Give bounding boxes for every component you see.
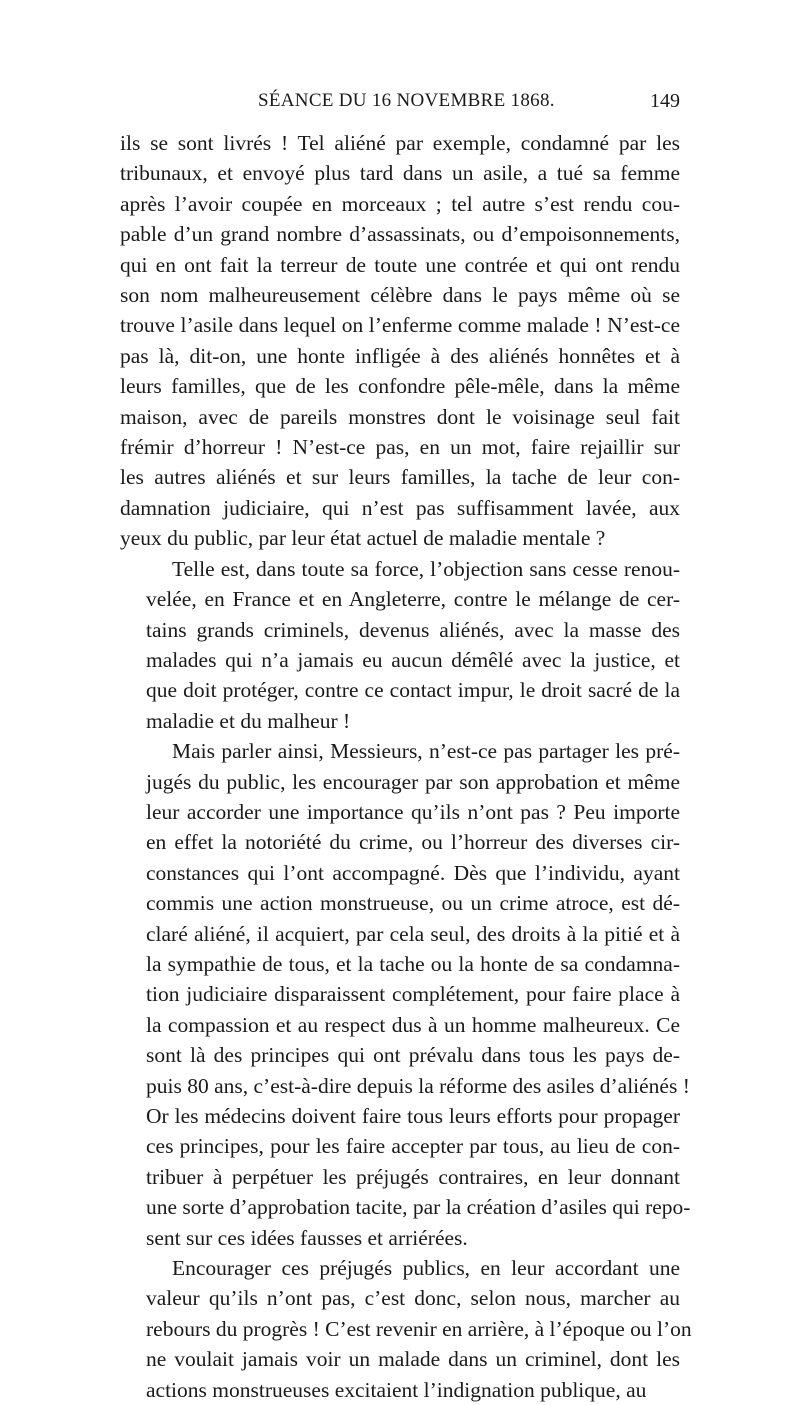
running-head-title: SÉANCE DU 16 NOVEMBRE 1868. [258, 90, 555, 111]
text-line: frémir d’horreur ! N’est-ce pas, en un mot, faire rejaillir sur [120, 435, 680, 460]
text-line: damnation judiciaire, qui n’est pas suffisamment lavée, aux [120, 495, 680, 520]
text-line: Telle est, dans toute sa force, l’objection sans cesse renou- [172, 556, 680, 581]
text-line: ils se sont livrés ! Tel aliéné par exemple, condamné par les [120, 131, 680, 155]
text-line: sont là des principes qui ont prévalu dans tous les pays de- [146, 1043, 680, 1068]
text-line: constances qui l’ont accompagné. Dès que l’individu, ayant [146, 860, 680, 885]
text-line: commis une action monstrueuse, ou un crime atroce, est dé- [146, 891, 680, 916]
text-line: pable d’un grand nombre d’assassinats, ou d’empoisonnements, [120, 222, 680, 247]
text-line: puis 80 ans, c’est-à-dire depuis la réforme des asiles d’aliénés ! [146, 1073, 690, 1098]
text-line: tains grands criminels, devenus aliénés, avec la masse des [146, 617, 680, 642]
text-line: velée, en France et en Angleterre, contre le mélange de cer- [146, 587, 680, 612]
paragraph [120, 1253, 692, 1405]
paragraph [120, 128, 680, 554]
text-line: les autres aliénés et sur leurs familles, la tache de leur con- [120, 465, 680, 490]
text-line: maladie et du malheur ! [146, 708, 351, 733]
text-line: tribunaux, et envoyé plus tard dans un asile, a tué sa femme [120, 161, 680, 186]
text-line: tion judiciaire disparaissent complétement, pour faire place à [146, 982, 680, 1007]
text-line: yeux du public, par leur état actuel de maladie mentale ? [120, 526, 606, 551]
text-line: ces principes, pour les faire accepter par tous, au lieu de con- [146, 1134, 680, 1159]
text-line: jugés du public, les encourager par son approbation et même [146, 769, 680, 794]
paragraph [120, 736, 691, 1253]
text-line: une sorte d’approbation tacite, par la création d’asiles qui repo- [146, 1195, 691, 1220]
text-line: Mais parler ainsi, Messieurs, n’est-ce pas partager les pré- [172, 739, 680, 764]
text-line: claré aliéné, il acquiert, par cela seul, des droits à la pitié et à [146, 921, 680, 946]
text-line: maison, avec de pareils monstres dont le voisinage seul fait [120, 404, 680, 429]
text-line: Or les médecins doivent faire tous leurs efforts pour propager [146, 1104, 680, 1128]
body-text [120, 128, 692, 1405]
running-head [120, 90, 680, 120]
text-line: la compassion et au respect dus à un homme malheureux. Ce [146, 1012, 680, 1037]
text-line: la sympathie de tous, et la tache ou la honte de sa condamna- [146, 951, 680, 976]
text-line: leurs familles, que de les confondre pêle-mêle, dans la même [120, 374, 680, 399]
text-line: son nom malheureusement célèbre dans le pays même où se [120, 283, 680, 308]
text-line: valeur qu’ils n’ont pas, c’est donc, selon nous, marcher au [146, 1286, 680, 1311]
text-line: actions monstrueuses excitaient l’indignation publique, au [146, 1377, 647, 1402]
paragraph [120, 554, 680, 736]
text-line: rebours du progrès ! C’est revenir en arrière, à l’époque ou l’on [146, 1316, 692, 1341]
text-line: Encourager ces préjugés publics, en leur accordant une [172, 1256, 680, 1281]
text-line: sent sur ces idées fausses et arriérées. [146, 1225, 468, 1250]
text-line: malades qui n’a jamais eu aucun démêlé avec la justice, et [146, 647, 680, 672]
text-line: ne voulait jamais voir un malade dans un criminel, dont les [146, 1347, 680, 1372]
text-line: qui en ont fait la terreur de toute une contrée et qui ont rendu [120, 252, 680, 277]
text-line: trouve l’asile dans lequel on l’enferme comme malade ! N’est-ce [120, 313, 680, 338]
text-line: leur accorder une importance qu’ils n’ont pas ? Peu importe [146, 799, 680, 824]
text-line: que doit protéger, contre ce contact impur, le droit sacré de la [146, 678, 680, 703]
text-line: pas là, dit-on, une honte infligée à des aliénés honnêtes et à [120, 343, 680, 368]
page-number: 149 [650, 90, 680, 112]
text-line: après l’avoir coupée en morceaux ; tel autre s’est rendu cou- [120, 191, 680, 216]
text-line: tribuer à perpétuer les préjugés contraires, en leur donnant [146, 1164, 680, 1189]
text-line: en effet la notoriété du crime, ou l’horreur des diverses cir- [146, 830, 680, 855]
